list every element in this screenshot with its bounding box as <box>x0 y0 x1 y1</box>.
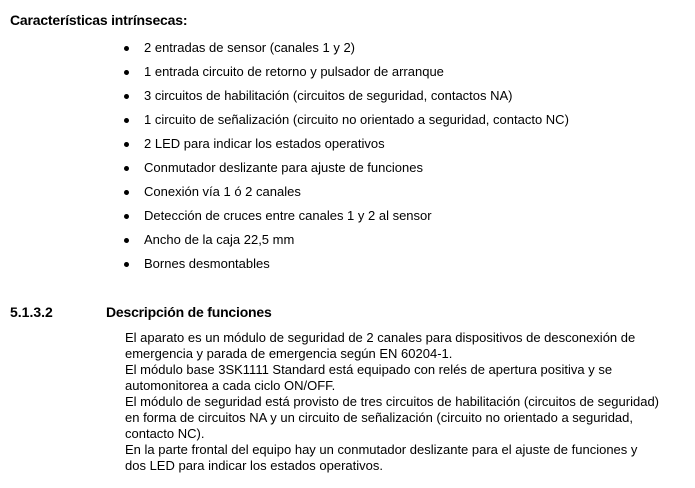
list-item-text: 1 entrada circuito de retorno y pulsador de arranque <box>144 64 444 79</box>
description-line: El módulo de seguridad está provisto de tres circuitos de habilitación (circuitos de seguridad) <box>125 394 660 409</box>
bullet-icon <box>124 166 129 171</box>
description-line: El aparato es un módulo de seguridad de 2 canales para dispositivos de desconexión de <box>125 330 636 345</box>
list-item-text: Conmutador deslizante para ajuste de funciones <box>144 160 423 175</box>
intrinsic-features-heading: Características intrínsecas: <box>10 12 188 28</box>
list-item-text: Bornes desmontables <box>144 256 270 271</box>
list-item-text: Ancho de la caja 22,5 mm <box>144 232 295 247</box>
list-item <box>124 206 569 230</box>
list-item <box>124 62 569 86</box>
list-item-text: Detección de cruces entre canales 1 y 2 al sensor <box>144 208 432 223</box>
description-line: El módulo base 3SK1111 Standard está equipado con relés de apertura positiva y se <box>125 362 613 377</box>
bullet-icon <box>124 46 129 51</box>
description-line: dos LED para indicar los estados operativos. <box>125 458 383 473</box>
bullet-icon <box>124 70 129 75</box>
bullet-icon <box>124 262 129 267</box>
bullet-icon <box>124 190 129 195</box>
section-title: Descripción de funciones <box>106 304 272 320</box>
description-line: En la parte frontal del equipo hay un conmutador deslizante para el ajuste de funciones y <box>125 442 638 457</box>
description-line: automonitorea a cada ciclo ON/OFF. <box>125 378 336 393</box>
list-item <box>124 254 569 278</box>
bullet-icon <box>124 94 129 99</box>
bullet-icon <box>124 214 129 219</box>
bullet-icon <box>124 238 129 243</box>
list-item-text: 1 circuito de señalización (circuito no orientado a seguridad, contacto NC) <box>144 112 569 127</box>
list-item-text: 2 LED para indicar los estados operativos <box>144 136 385 151</box>
list-item <box>124 110 569 134</box>
list-item <box>124 158 569 182</box>
list-item <box>124 38 569 62</box>
list-item-text: 3 circuitos de habilitación (circuitos de seguridad, contactos NA) <box>144 88 513 103</box>
function-description <box>125 330 685 474</box>
description-line: contacto NC). <box>125 426 205 441</box>
list-item <box>124 182 569 206</box>
description-line: en forma de circuitos NA y un circuito de señalización (circuito no orientado a seguridad, <box>125 410 633 425</box>
intrinsic-features-list <box>124 38 569 278</box>
bullet-icon <box>124 142 129 147</box>
list-item <box>124 230 569 254</box>
description-line: emergencia y parada de emergencia según EN 60204-1. <box>125 346 453 361</box>
list-item <box>124 86 569 110</box>
list-item <box>124 134 569 158</box>
list-item-text: 2 entradas de sensor (canales 1 y 2) <box>144 40 356 55</box>
section-number: 5.1.3.2 <box>10 304 53 320</box>
bullet-icon <box>124 118 129 123</box>
list-item-text: Conexión vía 1 ó 2 canales <box>144 184 301 199</box>
